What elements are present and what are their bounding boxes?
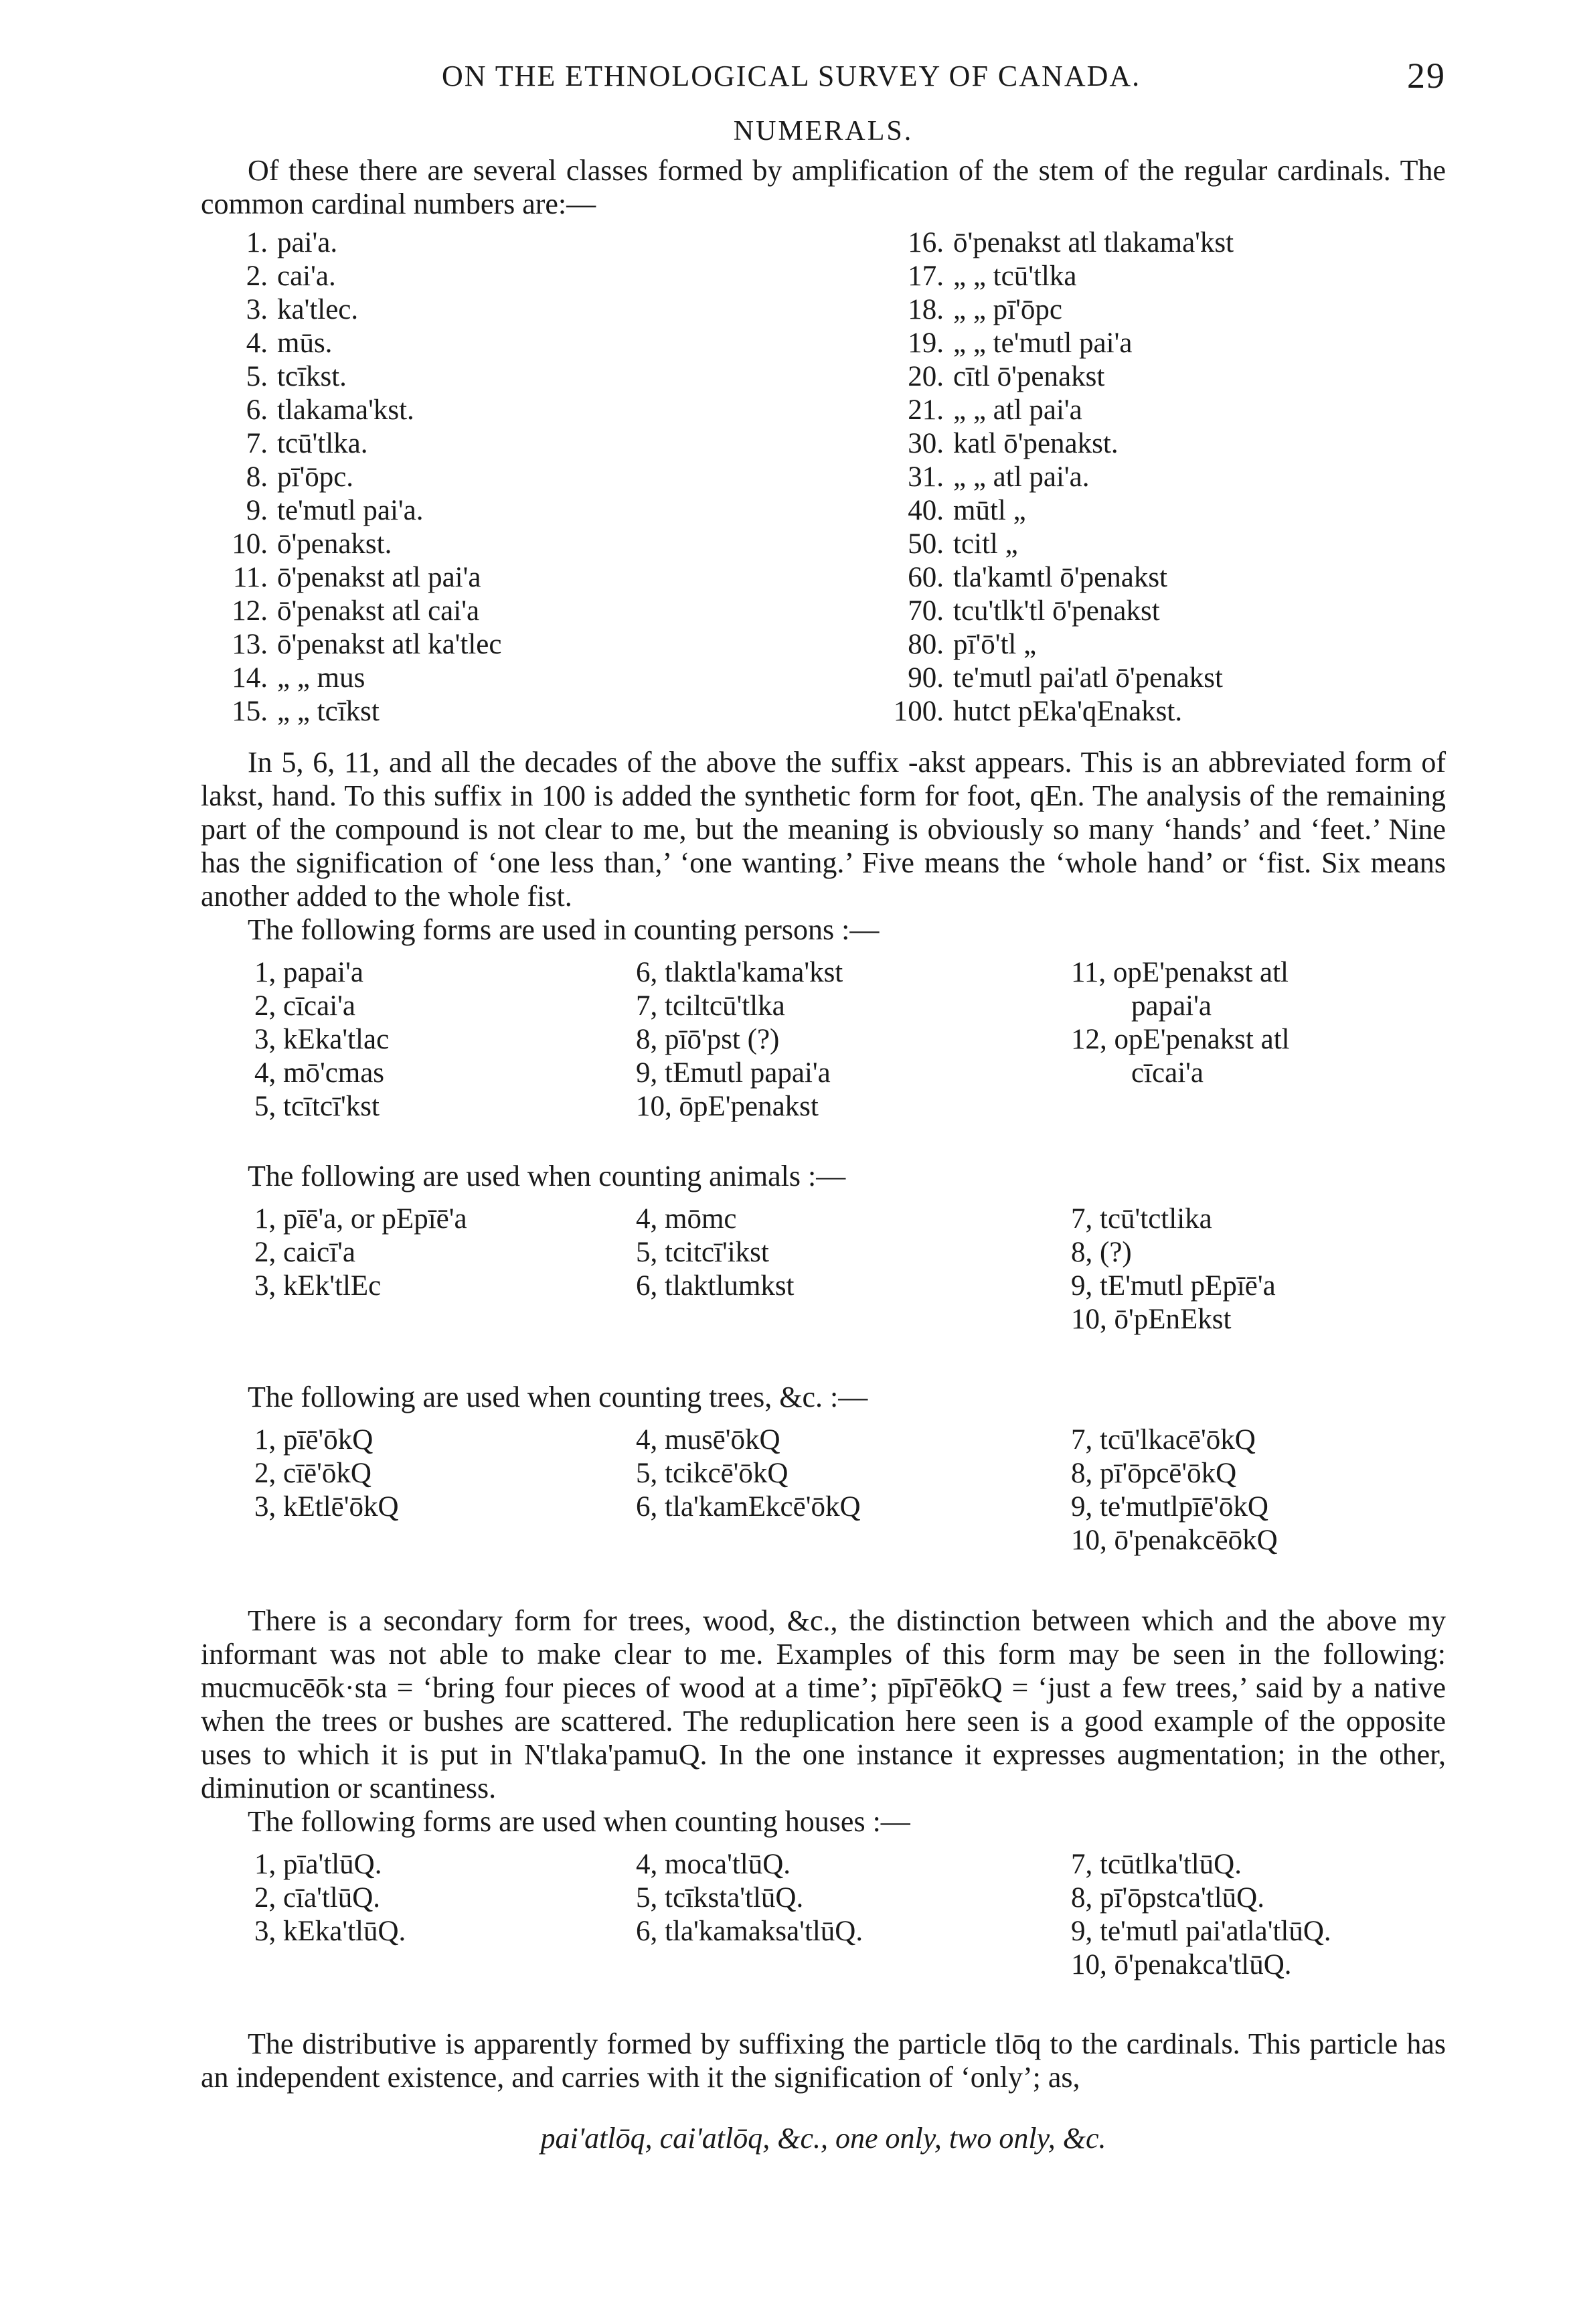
trees-entry: 6, tla'kamEkcē'ōkQ (636, 1491, 861, 1523)
cardinal-word: pī'ō'tl „ (953, 629, 1037, 660)
cardinal-row (870, 394, 1082, 427)
cardinal-number: 10. (232, 528, 268, 560)
running-title: ON THE ETHNOLOGICAL SURVEY OF CANADA. (442, 60, 1141, 92)
trees-entry: 5, tcikcē'ōkQ (636, 1458, 789, 1489)
cardinal-word: „ „ tcū'tlka (953, 260, 1077, 292)
houses-entry: 4, moca'tlūQ. (636, 1849, 791, 1880)
cardinal-row (201, 327, 332, 360)
cardinal-row (201, 427, 368, 461)
animals-numerals (201, 1203, 1446, 1363)
cardinal-word: tcū'tlka. (277, 428, 368, 459)
cardinal-row (201, 394, 414, 427)
cardinal-word: mūs. (277, 327, 333, 359)
cardinal-row (870, 528, 1018, 561)
cardinal-row (870, 628, 1036, 662)
cardinal-row (870, 293, 1062, 327)
cardinal-word: tla'kamtl ō'penakst (953, 562, 1168, 593)
houses-entry: 10, ō'penakca'tlūQ. (1071, 1949, 1292, 1981)
cardinal-number: 7. (246, 428, 268, 459)
animals-entry: 3, kEk'tlEc (254, 1270, 382, 1302)
persons-entry: 11, opE'penakst atl (1071, 957, 1289, 988)
cardinal-number: 12. (232, 595, 268, 627)
distributive-paragraph: The distributive is apparently formed by suffixing the particle tlōq to the cardinals. This particle has an independent existence, and carries with it the signification of ‘only’; as, (201, 2027, 1446, 2094)
houses-entry: 7, tcūtlka'tlūQ. (1071, 1849, 1242, 1880)
persons-entry: 10, ōpE'penakst (636, 1091, 819, 1122)
cardinal-word: „ „ atl pai'a. (953, 461, 1090, 493)
persons-entry: 9, tEmutl papai'a (636, 1057, 831, 1089)
cardinal-row (870, 360, 1104, 394)
cardinal-number: 1. (246, 227, 268, 258)
trees-entry: 9, te'mutlpīē'ōkQ (1071, 1491, 1268, 1523)
cardinal-number: 20. (908, 361, 944, 392)
cardinal-number: 2. (246, 260, 268, 292)
houses-intro: The following forms are used when counting houses :— (248, 1805, 910, 1838)
cardinal-word: tcu'tlk'tl ō'penakst (953, 595, 1160, 627)
animals-entry: 8, (?) (1071, 1237, 1132, 1268)
cardinal-number: 6. (246, 394, 268, 426)
persons-entry: 3, kEka'tlac (254, 1024, 390, 1055)
cardinal-word: tcīkst. (277, 361, 347, 392)
cardinal-number: 31. (908, 461, 944, 493)
trees-entry: 10, ō'penakcēōkQ (1071, 1525, 1278, 1556)
cardinal-word: „ „ atl pai'a (953, 394, 1082, 426)
cardinal-word: te'mutl pai'atl ō'penakst (953, 662, 1223, 694)
animals-entry: 2, caicī'a (254, 1237, 355, 1268)
cardinal-word: hutct pEka'qEnakst. (953, 696, 1183, 727)
persons-entry: 5, tcītcī'kst (254, 1091, 380, 1122)
cardinal-word: mūtl „ (953, 495, 1026, 526)
cardinal-row (201, 695, 380, 728)
cardinal-number: 19. (908, 327, 944, 359)
cardinal-row (870, 561, 1167, 595)
cardinal-number: 9. (246, 495, 268, 526)
cardinal-number: 50. (908, 528, 944, 560)
trees-entry: 1, pīē'ōkQ (254, 1424, 374, 1456)
animals-entry: 9, tE'mutl pEpīē'a (1071, 1270, 1276, 1302)
cardinal-row (201, 461, 353, 494)
cardinal-row (201, 260, 336, 293)
cardinal-row (201, 595, 479, 628)
cardinal-row (201, 226, 337, 260)
persons-entry: papai'a (1131, 990, 1212, 1022)
cardinal-word: ō'penakst atl pai'a (277, 562, 481, 593)
trees-entry: 2, cīē'ōkQ (254, 1458, 371, 1489)
cardinal-word: ō'penakst atl tlakama'kst (953, 227, 1234, 258)
persons-entry: 1, papai'a (254, 957, 363, 988)
cardinal-row (201, 293, 358, 327)
animals-entry: 7, tcū'tctlika (1071, 1203, 1212, 1235)
cardinal-number: 80. (908, 629, 944, 660)
cardinal-row (870, 226, 1234, 260)
cardinal-row (870, 461, 1090, 494)
cardinal-word: „ „ tcīkst (277, 696, 380, 727)
animals-entry: 4, mōmc (636, 1203, 737, 1235)
trees-entry: 3, kEtlē'ōkQ (254, 1491, 399, 1523)
cardinal-row (870, 662, 1223, 695)
trees-entry: 7, tcū'lkacē'ōkQ (1071, 1424, 1256, 1456)
persons-entry: 4, mō'cmas (254, 1057, 385, 1089)
cardinal-word: te'mutl pai'a. (277, 495, 424, 526)
suffix-paragraph: In 5, 6, 11, and all the decades of the above the suffix -akst appears. This is an abbreviated form of lakst, hand. To this suffix in 100 is added the synthetic form for foot, qEn. The analysis of the remaining part of the compound is not clear to me, but the meaning is obviously so many ‘hands’ and ‘feet.’ Nine has the signification of ‘one less than,’ ‘one wanting.’ Five means the ‘whole hand’ or ‘fist. Six means another added to the whole fist. (201, 746, 1446, 913)
cardinal-word: „ „ mus (277, 662, 365, 694)
cardinal-row (870, 595, 1160, 628)
persons-entry: cīcai'a (1131, 1057, 1204, 1089)
cardinal-word: ō'penakst atl cai'a (277, 595, 480, 627)
trees-intro: The following are used when counting trees, &c. :— (248, 1381, 868, 1413)
houses-entry: 3, kEka'tlūQ. (254, 1916, 406, 1947)
cardinal-number: 30. (908, 428, 944, 459)
persons-entry: 7, tciltcū'tlka (636, 990, 785, 1022)
cardinal-number: 15. (232, 696, 268, 727)
cardinal-number: 11. (232, 562, 268, 593)
cardinal-numbers-list (201, 226, 1446, 742)
persons-entry: 6, tlaktla'kama'kst (636, 957, 843, 988)
cardinal-word: „ „ te'mutl pai'a (953, 327, 1133, 359)
cardinal-number: 3. (246, 294, 268, 325)
houses-entry: 2, cīa'tlūQ. (254, 1882, 381, 1914)
cardinal-word: „ „ pī'ōpc (953, 294, 1062, 325)
houses-entry: 8, pī'ōpstca'tlūQ. (1071, 1882, 1264, 1914)
cardinal-number: 8. (246, 461, 268, 493)
cardinal-word: tcitl „ (953, 528, 1018, 560)
houses-entry: 5, tcīksta'tlūQ. (636, 1882, 804, 1914)
cardinal-word: ō'penakst atl ka'tlec (277, 629, 502, 660)
cardinal-number: 18. (908, 294, 944, 325)
animals-entry: 10, ō'pEnEkst (1071, 1304, 1232, 1335)
cardinal-row (201, 628, 501, 662)
persons-intro: The following forms are used in counting persons :— (248, 913, 880, 946)
cardinal-word: cītl ō'penakst (953, 361, 1105, 392)
section-title: NUMERALS. (733, 116, 914, 147)
cardinal-row (201, 494, 424, 528)
trees-entry: 8, pī'ōpcē'ōkQ (1071, 1458, 1237, 1489)
cardinal-number: 21. (908, 394, 944, 426)
cardinal-number: 16. (908, 227, 944, 258)
running-header (201, 47, 1446, 107)
cardinal-row (870, 427, 1119, 461)
trees-entry: 4, musē'ōkQ (636, 1424, 780, 1456)
page (201, 47, 1446, 2155)
cardinal-word: pī'ōpc. (277, 461, 354, 493)
cardinal-word: katl ō'penakst. (953, 428, 1119, 459)
final-example: pai'atlōq, cai'atlōq, &c., one only, two only, &c. (540, 2122, 1106, 2155)
cardinal-word: ō'penakst. (277, 528, 392, 560)
animals-entry: 6, tlaktlumkst (636, 1270, 795, 1302)
cardinal-number: 40. (908, 495, 944, 526)
cardinal-row (201, 662, 365, 695)
cardinal-row (870, 260, 1076, 293)
secondary-form-paragraph: There is a secondary form for trees, wood, &c., the distinction between which and the above my informant was not able to make clear to me. Examples of this form may be seen in the following: mucmucēōk·sta = ‘bring four pieces of wood at a time’; pīpī'ēōkQ = ‘just a few trees,’ said by a native when the trees or bushes are scattered. The reduplication here seen is a good example of the opposite uses to which it is put in N'tlaka'pamuQ. In the one instance it expresses augmentation; in the other, diminution or scantiness. (201, 1604, 1446, 1804)
persons-entry: 12, opE'penakst atl (1071, 1024, 1290, 1055)
persons-entry: 2, cīcai'a (254, 990, 355, 1022)
persons-entry: 8, pīō'pst (?) (636, 1024, 780, 1055)
cardinal-word: pai'a. (277, 227, 338, 258)
cardinal-number: 90. (908, 662, 944, 694)
cardinal-row (870, 327, 1132, 360)
cardinal-number: 60. (908, 562, 944, 593)
cardinal-number: 14. (232, 662, 268, 694)
animals-intro: The following are used when counting animals :— (248, 1160, 846, 1192)
animals-entry: 1, pīē'a, or pEpīē'a (254, 1203, 467, 1235)
houses-numerals (201, 1848, 1446, 2009)
cardinal-row (870, 695, 1182, 728)
cardinal-number: 17. (908, 260, 944, 292)
intro-paragraph: Of these there are several classes formed by amplification of the stem of the regular cardinals. The common cardinal numbers are:— (201, 154, 1446, 220)
cardinal-number: 100. (893, 696, 944, 727)
animals-entry: 5, tcitcī'ikst (636, 1237, 769, 1268)
cardinal-word: tlakama'kst. (277, 394, 414, 426)
persons-numerals (201, 956, 1446, 1150)
houses-entry: 9, te'mutl pai'atla'tlūQ. (1071, 1916, 1331, 1947)
cardinal-row (201, 561, 481, 595)
cardinal-number: 4. (246, 327, 268, 359)
trees-numerals (201, 1423, 1446, 1584)
cardinal-number: 13. (232, 629, 268, 660)
cardinal-row (201, 528, 392, 561)
cardinal-number: 70. (908, 595, 944, 627)
cardinal-row (201, 360, 347, 394)
cardinal-number: 5. (246, 361, 268, 392)
houses-entry: 6, tla'kamaksa'tlūQ. (636, 1916, 863, 1947)
cardinal-row (870, 494, 1026, 528)
houses-entry: 1, pīa'tlūQ. (254, 1849, 382, 1880)
cardinal-word: cai'a. (277, 260, 336, 292)
cardinal-word: ka'tlec. (277, 294, 359, 325)
page-number: 29 (1407, 56, 1446, 96)
